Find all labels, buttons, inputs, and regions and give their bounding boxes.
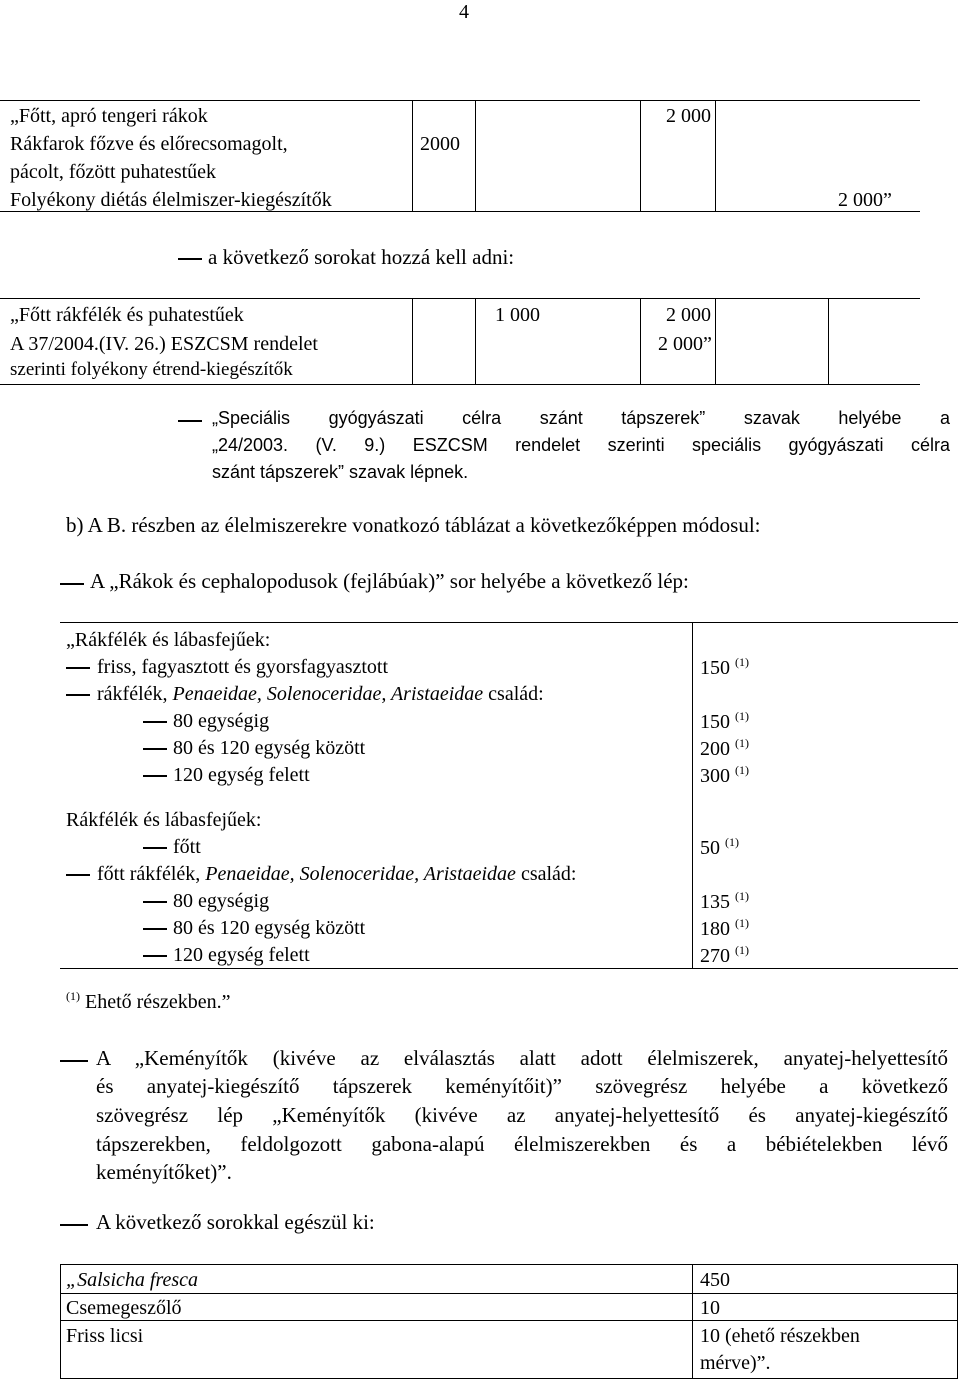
- table-cell-value: 50 $^{(1)}$: [700, 835, 739, 859]
- table-rule: [60, 968, 958, 969]
- table-cell: főtt rákfélék, Penaeidae, Solenoceridae, Aristaeidae család:: [97, 863, 577, 885]
- table-divider: [412, 298, 413, 384]
- instruction-text: a következő sorokat hozzá kell adni:: [208, 245, 515, 269]
- table-rule: [0, 100, 920, 101]
- table-cell: 120 egység felett: [173, 944, 310, 966]
- table-divider: [640, 100, 641, 211]
- table-cell: mérve)”.: [700, 1352, 771, 1374]
- table-cell: 2000: [420, 133, 460, 155]
- dash-bullet: [60, 1060, 88, 1062]
- paragraph-line: A „Keményítők (kivéve az elválasztás alatt adott élelmiszerek, anyatej-helyettesítő: [96, 1046, 948, 1070]
- table-cell-value: 150 $^{(1)}$: [700, 709, 749, 733]
- footnote: $^{(1)}$ Ehető részekben.”: [66, 989, 231, 1013]
- table-rule: [60, 1264, 958, 1265]
- table-cell-value: 180 $^{(1)}$: [700, 916, 749, 940]
- page-number: 4: [459, 1, 469, 23]
- table-cell: pácolt, főzött puhatestűek: [10, 161, 217, 183]
- table-divider: [692, 622, 693, 968]
- table-rule: [0, 298, 920, 299]
- table-divider: [475, 298, 476, 384]
- table-cell: 10 (ehető részekben: [700, 1325, 860, 1347]
- dash-bullet: [143, 901, 167, 903]
- table-cell: Friss licsi: [66, 1325, 144, 1347]
- table-cell: 2 000: [666, 304, 711, 326]
- table-divider: [475, 100, 476, 211]
- table-cell-value: 300 $^{(1)}$: [700, 763, 749, 787]
- instruction-text: A következő sorokkal egészül ki:: [96, 1210, 375, 1234]
- table-cell: friss, fagyasztott és gyorsfagyasztott: [97, 656, 389, 678]
- section-heading: b) A B. részben az élelmiszerekre vonatkozó táblázat a következőképpen módosul:: [66, 513, 761, 537]
- dash-bullet: [60, 583, 84, 585]
- table-divider: [957, 1264, 958, 1378]
- paragraph-line: szövegrész lép „Keményítők (kivéve az anyatej-helyettesítő és anyatej-kiegészítő: [96, 1103, 948, 1127]
- paragraph-line: keményítőket)”.: [96, 1160, 232, 1184]
- dash-bullet: [66, 694, 90, 696]
- paragraph-line: tápszerekben, feldolgozott gabona-alapú élelmiszerekben és a bébiételekben lévő: [96, 1132, 948, 1156]
- table-cell: 80 és 120 egység között: [173, 917, 366, 939]
- table-cell: 80 egységig: [173, 890, 270, 912]
- dash-bullet: [143, 928, 167, 930]
- table-cell: 1 000: [495, 304, 540, 326]
- table-cell: 120 egység felett: [173, 764, 310, 786]
- table-cell: Rákfélék és lábasfejűek:: [66, 809, 262, 831]
- table-cell-value: 270 $^{(1)}$: [700, 943, 749, 967]
- dash-bullet: [143, 721, 167, 723]
- table-divider: [640, 298, 641, 384]
- paragraph-line: „Speciális gyógyászati célra szánt tápszerek” szavak helyébe a: [212, 408, 950, 428]
- dash-bullet: [143, 955, 167, 957]
- dash-bullet: [143, 748, 167, 750]
- dash-bullet: [143, 775, 167, 777]
- table-divider: [715, 298, 716, 384]
- table-cell: 80 egységig: [173, 710, 270, 732]
- dash-bullet: [60, 1224, 88, 1226]
- table-cell: szerinti folyékony étrend-kiegészítők: [10, 359, 293, 380]
- table-rule: [60, 1378, 958, 1379]
- table-divider: [692, 1264, 693, 1378]
- table-cell: „Főtt, apró tengeri rákok: [10, 105, 208, 127]
- table-cell: „Főtt rákfélék és puhatestűek: [10, 304, 244, 326]
- table-divider: [412, 100, 413, 211]
- table-rule: [60, 622, 958, 623]
- table-cell: Csemegeszőlő: [66, 1297, 182, 1319]
- paragraph-line: „24/2003. (V. 9.) ESZCSM rendelet szerinti speciális gyógyászati célra: [212, 435, 950, 455]
- table-cell: 2 000: [666, 105, 711, 127]
- table-cell-value: 135 $^{(1)}$: [700, 889, 749, 913]
- table-cell: Rákfarok főzve és előrecsomagolt,: [10, 133, 288, 155]
- table-cell: 80 és 120 egység között: [173, 737, 366, 759]
- table-cell-value: 150 $^{(1)}$: [700, 655, 749, 679]
- table-cell: Folyékony diétás élelmiszer-kiegészítők: [10, 189, 332, 211]
- table-cell: rákfélék, Penaeidae, Solenoceridae, Aristaeidae család:: [97, 683, 544, 705]
- dash-bullet: [66, 667, 90, 669]
- table-divider: [828, 298, 829, 384]
- table-cell: főtt: [173, 836, 201, 858]
- table-rule: [60, 1293, 958, 1294]
- dash-bullet: [178, 258, 202, 260]
- dash-bullet: [66, 874, 90, 876]
- instruction-text: A „Rákok és cephalopodusok (fejlábúak)” sor helyébe a következő lép:: [90, 569, 689, 593]
- table-cell: 10: [700, 1297, 720, 1319]
- table-rule: [0, 384, 920, 385]
- table-cell: 2 000”: [658, 333, 712, 355]
- table-cell: „Salsicha fresca: [66, 1269, 199, 1291]
- table-cell: 450: [700, 1269, 730, 1291]
- table-cell-value: 200 $^{(1)}$: [700, 736, 749, 760]
- table-divider: [60, 1264, 61, 1378]
- table-cell: 2 000”: [838, 189, 892, 211]
- paragraph-line: szánt tápszerek” szavak lépnek.: [212, 462, 469, 482]
- dash-bullet: [178, 420, 202, 422]
- table-cell: „Rákfélék és lábasfejűek:: [66, 629, 271, 651]
- paragraph-line: és anyatej-kiegészítő tápszerek keményítőit)” szövegrész helyébe a következő: [96, 1074, 948, 1098]
- table-rule: [60, 1320, 958, 1321]
- dash-bullet: [143, 847, 167, 849]
- table-divider: [715, 100, 716, 211]
- table-cell: A 37/2004.(IV. 26.) ESZCSM rendelet: [10, 333, 318, 355]
